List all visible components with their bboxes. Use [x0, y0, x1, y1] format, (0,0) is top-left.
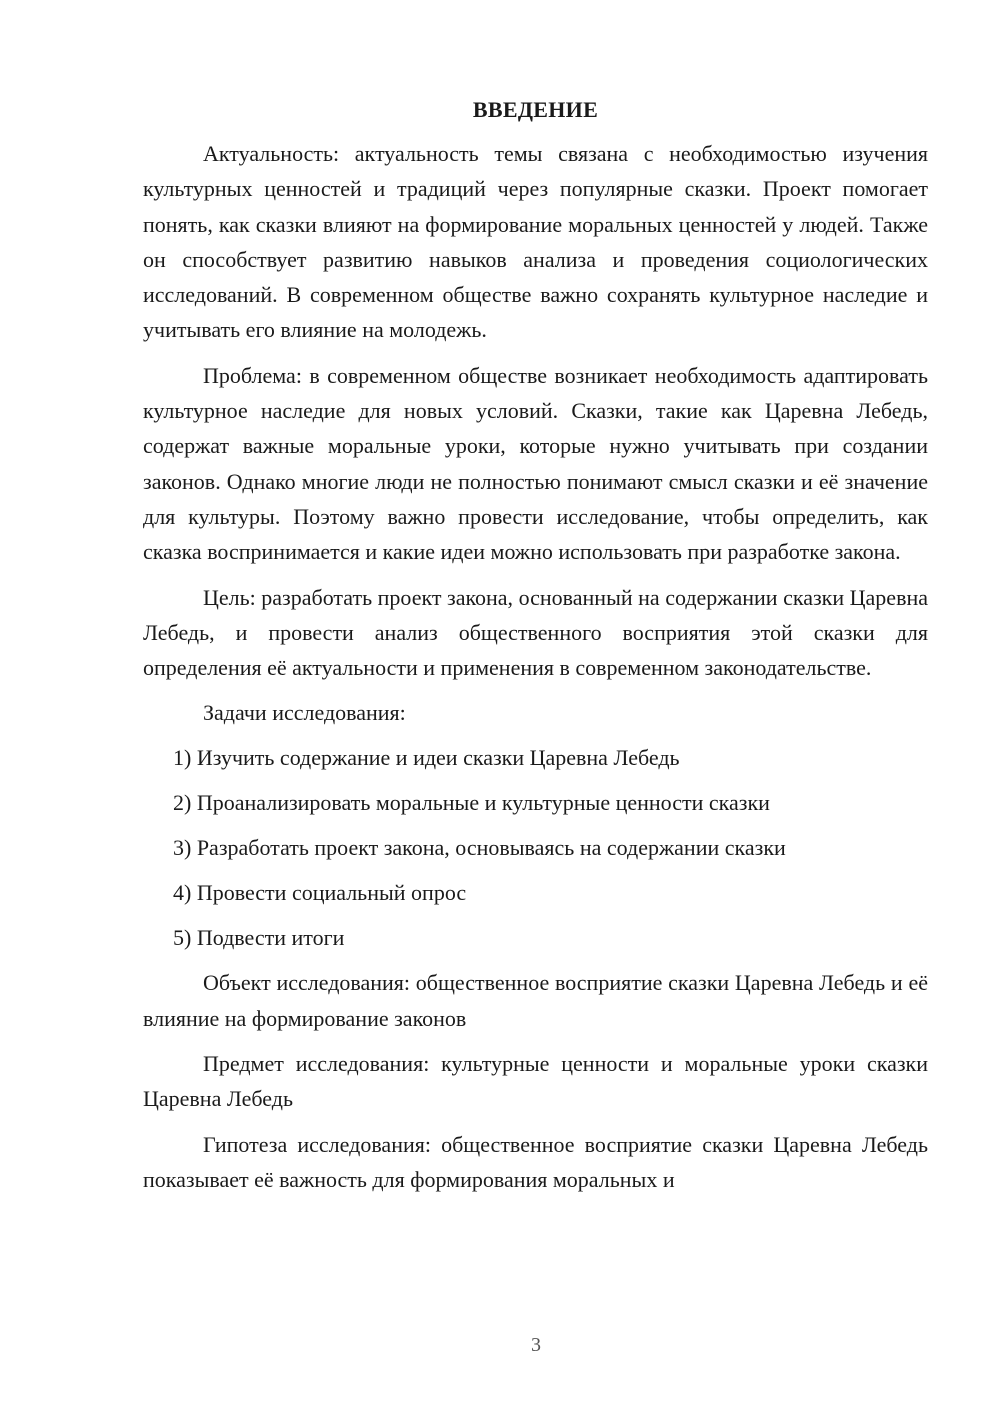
- goal-paragraph: Цель: разработать проект закона, основанный на содержании сказки Царевна Лебедь, и провести анализ общественного восприятия этой сказки для определения её актуальности и применения в современном законодательстве.: [143, 584, 928, 681]
- subject-paragraph: Предмет исследования: культурные ценности и моральные уроки сказки Царевна Лебедь: [143, 1051, 928, 1112]
- page-number: 3: [531, 1334, 541, 1356]
- page-content: [143, 94, 928, 1207]
- hypothesis-paragraph: Гипотеза исследования: общественное восприятие сказки Царевна Лебедь показывает её важность для формирования моральных и: [143, 1131, 928, 1192]
- task-item: 3) Разработать проект закона, основываясь на содержании сказки: [173, 835, 786, 861]
- tasks-heading: Задачи исследования:: [203, 700, 406, 726]
- relevance-paragraph: Актуальность: актуальность темы связана с необходимостью изучения культурных ценностей и традиций через популярные сказки. Проект помогает понять, как сказки влияют на формирование моральных ценностей у людей. Также он способствует развитию навыков анализа и проведения социологических исследований. В современном обществе важно сохранять культурное наследие и учитывать его влияние на молодежь.: [143, 141, 928, 343]
- task-item: 4) Провести социальный опрос: [173, 880, 467, 906]
- object-paragraph: Объект исследования: общественное восприятие сказки Царевна Лебедь и её влияние на формирование законов: [143, 970, 928, 1031]
- task-item: 5) Подвести итоги: [173, 925, 345, 951]
- problem-paragraph: Проблема: в современном обществе возникает необходимость адаптировать культурное наследие для новых условий. Сказки, такие как Царевна Лебедь, содержат важные моральные уроки, которые нужно учитывать при создании законов. Однако многие люди не полностью понимают смысл сказки и её значение для культуры. Поэтому важно провести исследование, чтобы определить, как сказка воспринимается и какие идеи можно использовать при разработке закона.: [143, 362, 928, 565]
- task-item: 2) Проанализировать моральные и культурные ценности сказки: [173, 790, 770, 816]
- task-list: [143, 740, 928, 955]
- task-item: 1) Изучить содержание и идеи сказки Царевна Лебедь: [173, 745, 680, 771]
- section-title: ВВЕДЕНИЕ: [472, 97, 599, 122]
